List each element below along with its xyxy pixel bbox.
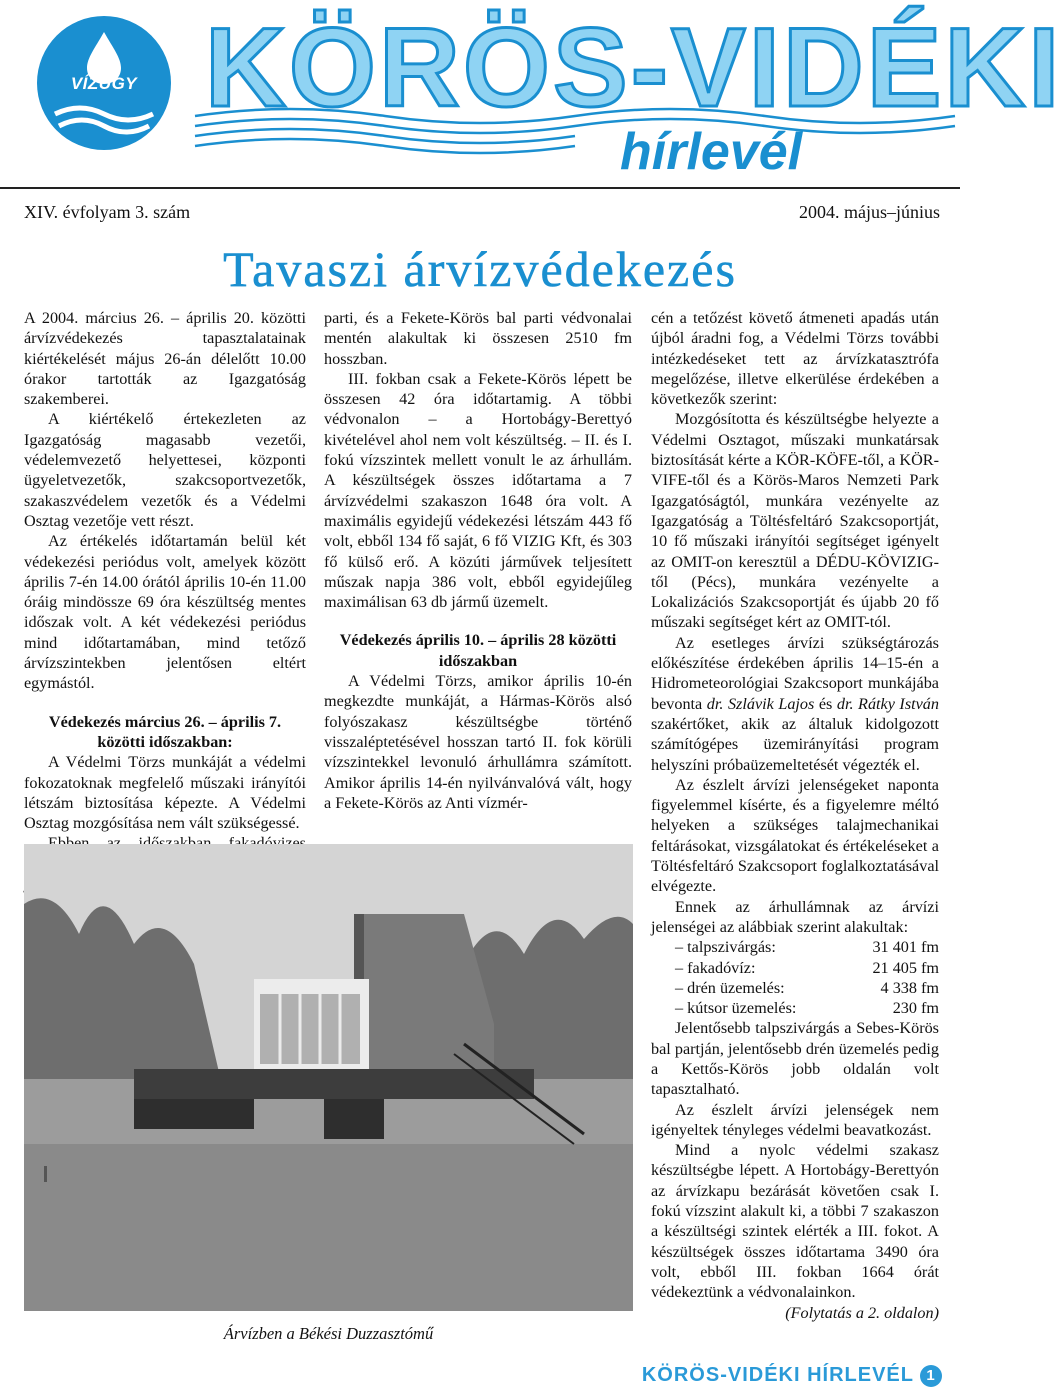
list-item	[651, 978, 939, 998]
article-column-2	[324, 308, 632, 813]
stat-label: – talpszivárgás:	[675, 938, 776, 957]
paragraph: Az értékelés időtartamán belül két védekezési periódus volt, amelyek között április 7-én 14.00 órától április 10-én 11.00 óráig mindössze 69 óra készültség mentes időszak volt. A két védekezési periódus mind időtartamában, mind tetőző árvízszintekben jelentősen eltért egymástól.	[24, 532, 306, 693]
stat-value: 21 405 fm	[872, 958, 939, 977]
text-span: szakértőket, akik az általuk kidolgozott számítógépes üzemirányítási program helyszíni próbaüzemeltetését végezték el.	[651, 714, 939, 774]
issue-volume: XIV. évfolyam 3. szám	[24, 202, 191, 222]
stat-label: – kútsor üzemelés:	[675, 999, 797, 1018]
stat-value: 230 fm	[892, 999, 939, 1018]
stat-label: – fakadóvíz:	[675, 958, 756, 977]
list-item	[651, 937, 939, 957]
text-span: és	[814, 694, 837, 713]
paragraph: Az észlelt árvízi jelenségek nem igényeltek tényleges védelmi beavatkozást.	[651, 1100, 939, 1139]
expert-name: dr. Rátky István	[836, 694, 939, 713]
section-heading: Védekezés március 26. – április 7. közötti időszakban:	[48, 712, 282, 751]
issue-date: 2004. május–június	[798, 202, 940, 222]
paragraph: III. fokban csak a Fekete-Körös lépett be összesen 42 óra időtartamig. A többi védvonalon – a Hortobágy-Berettyó kivételével ahol nem volt készültség. – II. és I. fokú vízszintek mellett vonult le az árhullám. A készültségek összes időtartama a 7 árvízvédelmi szakaszon 1648 óra volt. A maximális egyidejű védekezési létszám 443 fő volt, ebből 134 fő saját, 6 fő VIZIG Kft, és 303 fő külső erő. A közúti járművek teljesített műszak napja 386 volt, ebből egyidejűleg maximálisan 63 db jármű üzemelt.	[324, 369, 632, 612]
section-heading: Védekezés április 10. – április 28 közötti időszakban	[339, 631, 617, 670]
masthead	[0, 0, 1062, 200]
paragraph	[651, 633, 939, 775]
article-title: Tavaszi árvízvédekezés	[223, 241, 737, 297]
dam-photo	[24, 844, 633, 1311]
paragraph: Az észlelt árvízi jelenségeket naponta figyelemmel kísérte, és a figyelemre méltó helyeken a szükséges talajmechanikai feltárásokat, vizsgálatokat és értékeléseket a Töltésfeltáró Szakcsoport foglalkoztatásával elvégezte.	[651, 775, 939, 896]
brand-subtitle: hírlevél	[620, 123, 803, 181]
paragraph: A Védelmi Törzs, amikor április 10-én megkezdte munkáját, a Hármas-Körös alsó folyószakasz készültségbe történő visszaléptetésével hosszan tartó II. fok körüli vízszintekkel levonuló árhullámra számított. Amikor április 14-én nyilvánvalóvá vált, hogy a Fekete-Körös az Anti vízmér-	[324, 672, 632, 812]
footer-label: KÖRÖS-VIDÉKI HÍRLEVÉL	[641, 1364, 914, 1386]
stat-value: 31 401 fm	[872, 938, 939, 957]
page-footer	[642, 1364, 942, 1387]
logo-text: VÍZÜGY	[70, 74, 138, 93]
phenomena-list	[651, 937, 939, 1018]
list-item	[651, 958, 939, 978]
paragraph: A kiértékelő értekezleten az Igazgatóság magasabb vezetői, védelemvezető helyettesei, központi ügyeletvezetők, szakcsoportvezetők, szakaszvédelem vezetők és a Védelmi Osztag vezetője vett részt.	[24, 410, 306, 530]
article-column-3	[651, 308, 939, 1323]
paragraph: A Védelmi Törzs munkáját a védelmi fokozatoknak megfelelő műszaki irányítói létszám biztosítása képezte. A Védelmi Osztag mozgósítása nem vált szükségessé.	[24, 753, 306, 833]
dam-photo-illustration	[24, 844, 633, 1311]
stat-label: – drén üzemelés:	[675, 978, 785, 997]
text-span: Az esetleges árvízi szükségtározás előkészítése érdekében április 14–15-én a Hidrometeorológiai Szakcsoport munkájába bevonta	[651, 633, 939, 713]
article-column-1	[24, 308, 306, 894]
paragraph: parti, és a Fekete-Körös bal parti védvonalai mentén alakultak ki összesen 2510 fm hosszban.	[324, 309, 632, 368]
page-number: 1	[920, 1365, 942, 1387]
paragraph: Jelentősebb talpszivárgás a Sebes-Körös bal partján, jelentősebb drén üzemelés pedig a Kettős-Körös jobb oldalán volt tapasztalható.	[651, 1019, 939, 1099]
list-item	[651, 998, 939, 1018]
brand-title: KÖRÖS-VIDÉKI	[205, 5, 1062, 130]
continued-note: (Folytatás a 2. oldalon)	[785, 1303, 939, 1322]
masthead-rule	[0, 187, 960, 189]
paragraph: Mozgósította és készültségbe helyezte a Védelmi Osztagot, műszaki munkatársak biztosítását kérte a KÖR-KÖFE-től, a KÖR-VIFE-től és a Körös-Maros Nemzeti Park Igazgatóságtól, munkára vezényelte az Igazgatóság a Töltésfeltáró Szakcsoportját, 10 fő műszaki irányítói segítséget igényelt az OMIT-on keresztül a DÉDU-KÖVIZIG-től (Pécs), munkára vezényelte a Lokalizációs Szakcsoportját és újabb 20 fő műszaki segítséget kért az OMIT-tól.	[651, 410, 939, 632]
expert-name: dr. Szlávik Lajos	[706, 694, 815, 713]
paragraph: cén a tetőzést követő átmeneti apadás után újból áradni fog, a Védelmi Törzs további intézkedéseket tett az árvízkatasztrófa megelőzése, illetve elkerülése érdekében a következők szerint:	[651, 309, 939, 409]
wave-lines-decoration	[195, 88, 955, 158]
paragraph: A 2004. március 26. – április 20. közötti árvízvédekezés tapasztalatainak kiértékelését május 26-án délelőtt 10.00 órakor tartották az Igazgatóság szakemberei.	[24, 309, 306, 409]
paragraph: Mind a nyolc védelmi szakasz készültségbe lépett. A Hortobágy-Berettyón az árvízkapu bezárását követően csak I. fokú vízszint alakult ki, a többi 7 szakaszon a készültségi szintek elérték a III. fokot. A készültségek összes időtartama 3490 óra volt, ebből III. fokban 1664 órát védekeztünk a védvonalainkon.	[651, 1141, 939, 1302]
paragraph: Ennek az árhullámnak az árvízi jelenségei az alábbiak szerint alakultak:	[651, 897, 939, 936]
photo-caption: Árvízben a Békési Duzzasztómű	[223, 1324, 434, 1343]
stat-value: 4 338 fm	[880, 978, 939, 997]
